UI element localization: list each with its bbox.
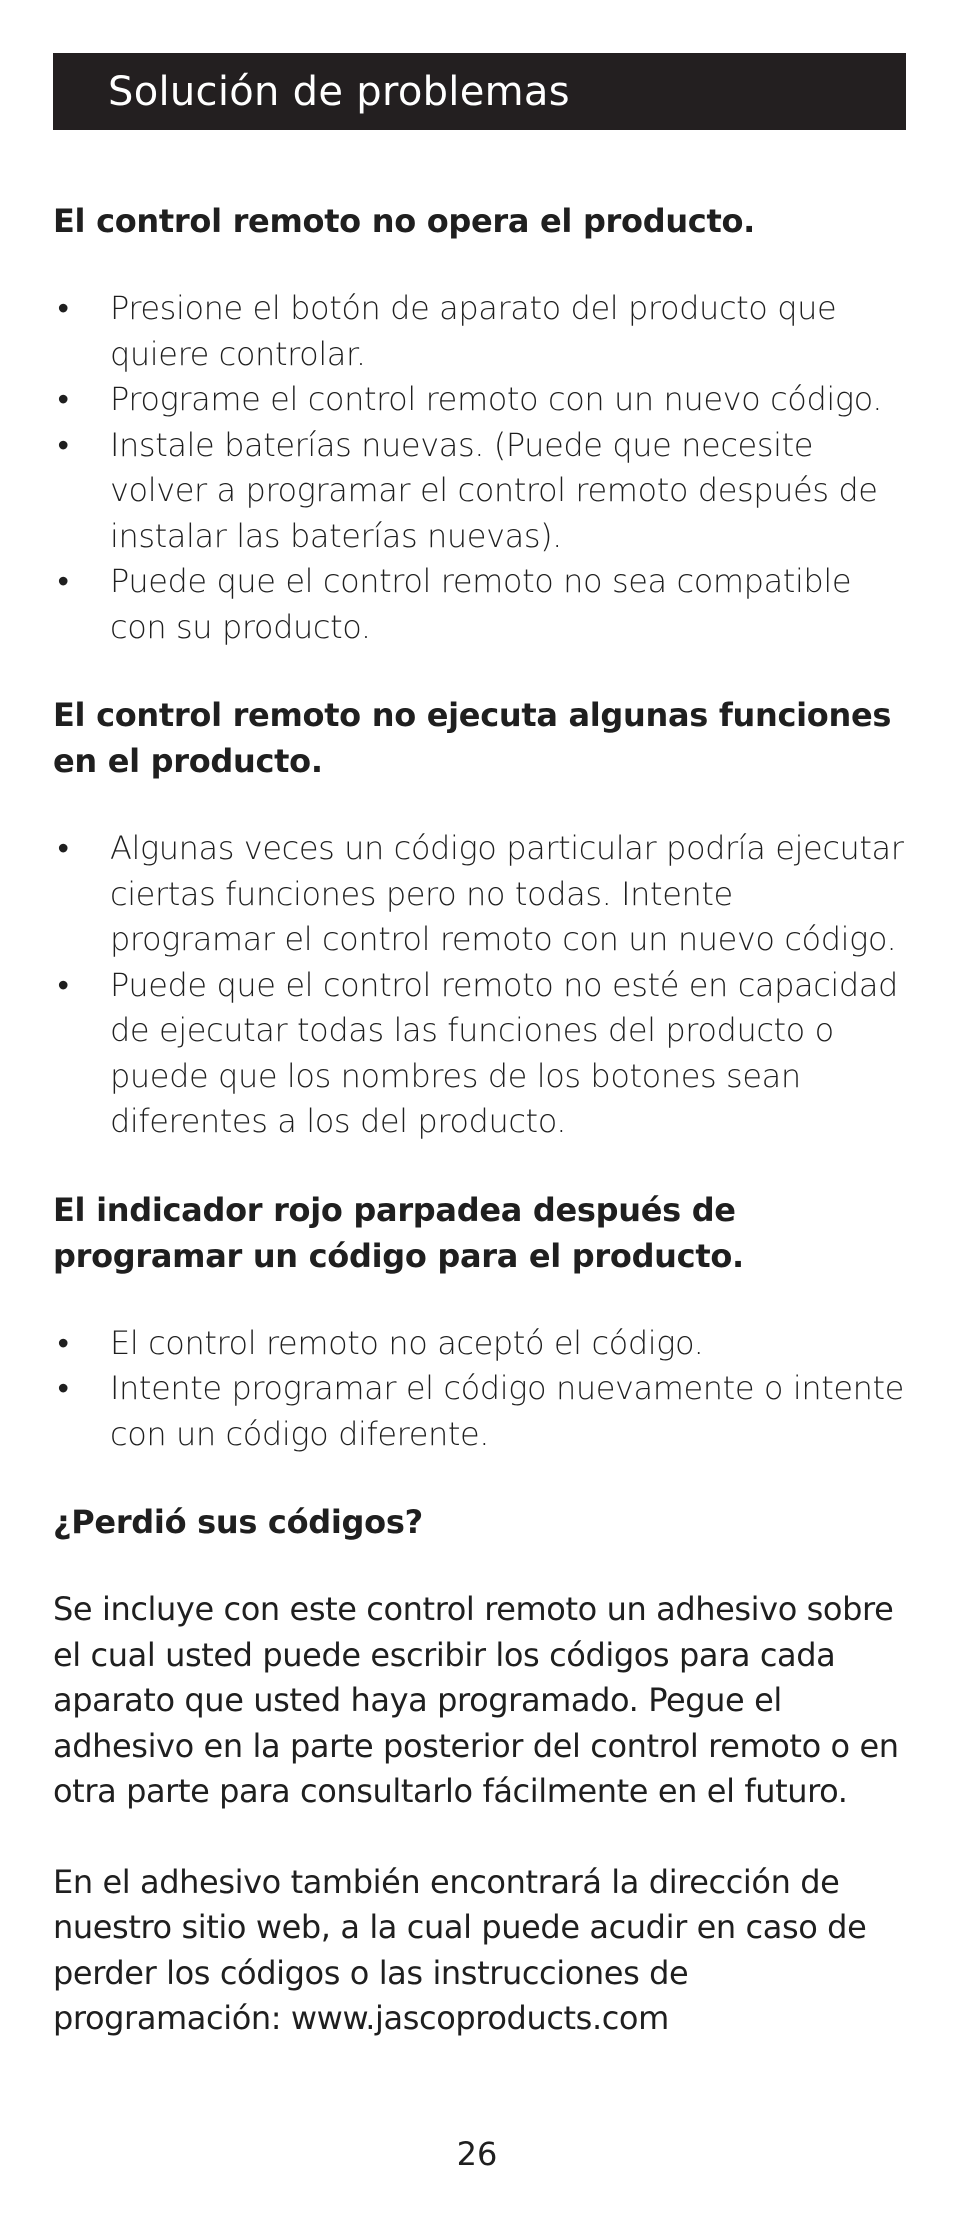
section-heading: El indicador rojo parpadea después de programar un código para el producto. — [53, 1190, 744, 1275]
bullet-icon: • — [57, 965, 69, 1004]
list-item: • Presione el botón de aparato del producto que quiere controlar. — [53, 286, 906, 377]
page-number: 26 — [456, 2135, 498, 2173]
lost-codes-paragraph: Se incluye con este control remoto un adhesivo sobre el cual usted puede escribir los códigos para cada aparato que usted haya programado. Pegue el adhesivo en la parte posterior del control remoto o en otra parte para consultarlo fácilmente en el futuro. — [53, 1590, 899, 1810]
list-item: • Algunas veces un código particular podría ejecutar ciertas funciones pero no todas. Intente programar el control remoto con un nuevo código. — [53, 826, 906, 963]
section-header-bar — [53, 53, 906, 130]
bullet-icon: • — [57, 289, 69, 327]
section-red-indicator-blinks — [53, 1187, 906, 1458]
section-remote-not-operating — [53, 198, 906, 650]
bullet-icon: • — [57, 425, 69, 464]
bullet-icon: • — [57, 829, 69, 867]
bullet-icon: • — [57, 1369, 69, 1407]
list-item: • Instale baterías nuevas. (Puede que necesite volver a programar el control remoto después de instalar las baterías nuevas). — [53, 423, 906, 560]
list-item: • Programe el control remoto con un nuevo código. — [53, 377, 906, 423]
bullet-icon: • — [57, 1323, 69, 1362]
section-heading: ¿Perdió sus códigos? — [53, 1503, 423, 1541]
section-lost-codes — [53, 1499, 906, 2042]
bullet-list — [53, 286, 906, 650]
page-title: Solución de problemas — [108, 68, 570, 115]
bullet-icon: • — [57, 562, 69, 600]
list-item: • Puede que el control remoto no esté en capacidad de ejecutar todas las funciones del producto o puede que los nombres de los botones sean diferentes a los del producto. — [53, 963, 906, 1145]
list-item: • Puede que el control remoto no sea compatible con su producto. — [53, 559, 906, 650]
manual-page — [53, 53, 906, 2042]
list-item: • Intente programar el código nuevamente o intente con un código diferente. — [53, 1366, 906, 1457]
website-paragraph: En el adhesivo también encontrará la dirección de nuestro sitio web, a la cual puede acudir en caso de perder los códigos o las instrucciones de programación: www.jascoproducts.com — [53, 1862, 867, 2037]
section-heading: El control remoto no opera el producto. — [53, 202, 756, 240]
section-remote-missing-functions — [53, 692, 906, 1145]
bullet-icon: • — [57, 380, 69, 418]
bullet-list — [53, 1321, 906, 1458]
bullet-list — [53, 826, 906, 1145]
section-heading: El control remoto no ejecuta algunas funciones en el producto. — [53, 696, 892, 780]
list-item: • El control remoto no aceptó el código. — [53, 1321, 906, 1367]
